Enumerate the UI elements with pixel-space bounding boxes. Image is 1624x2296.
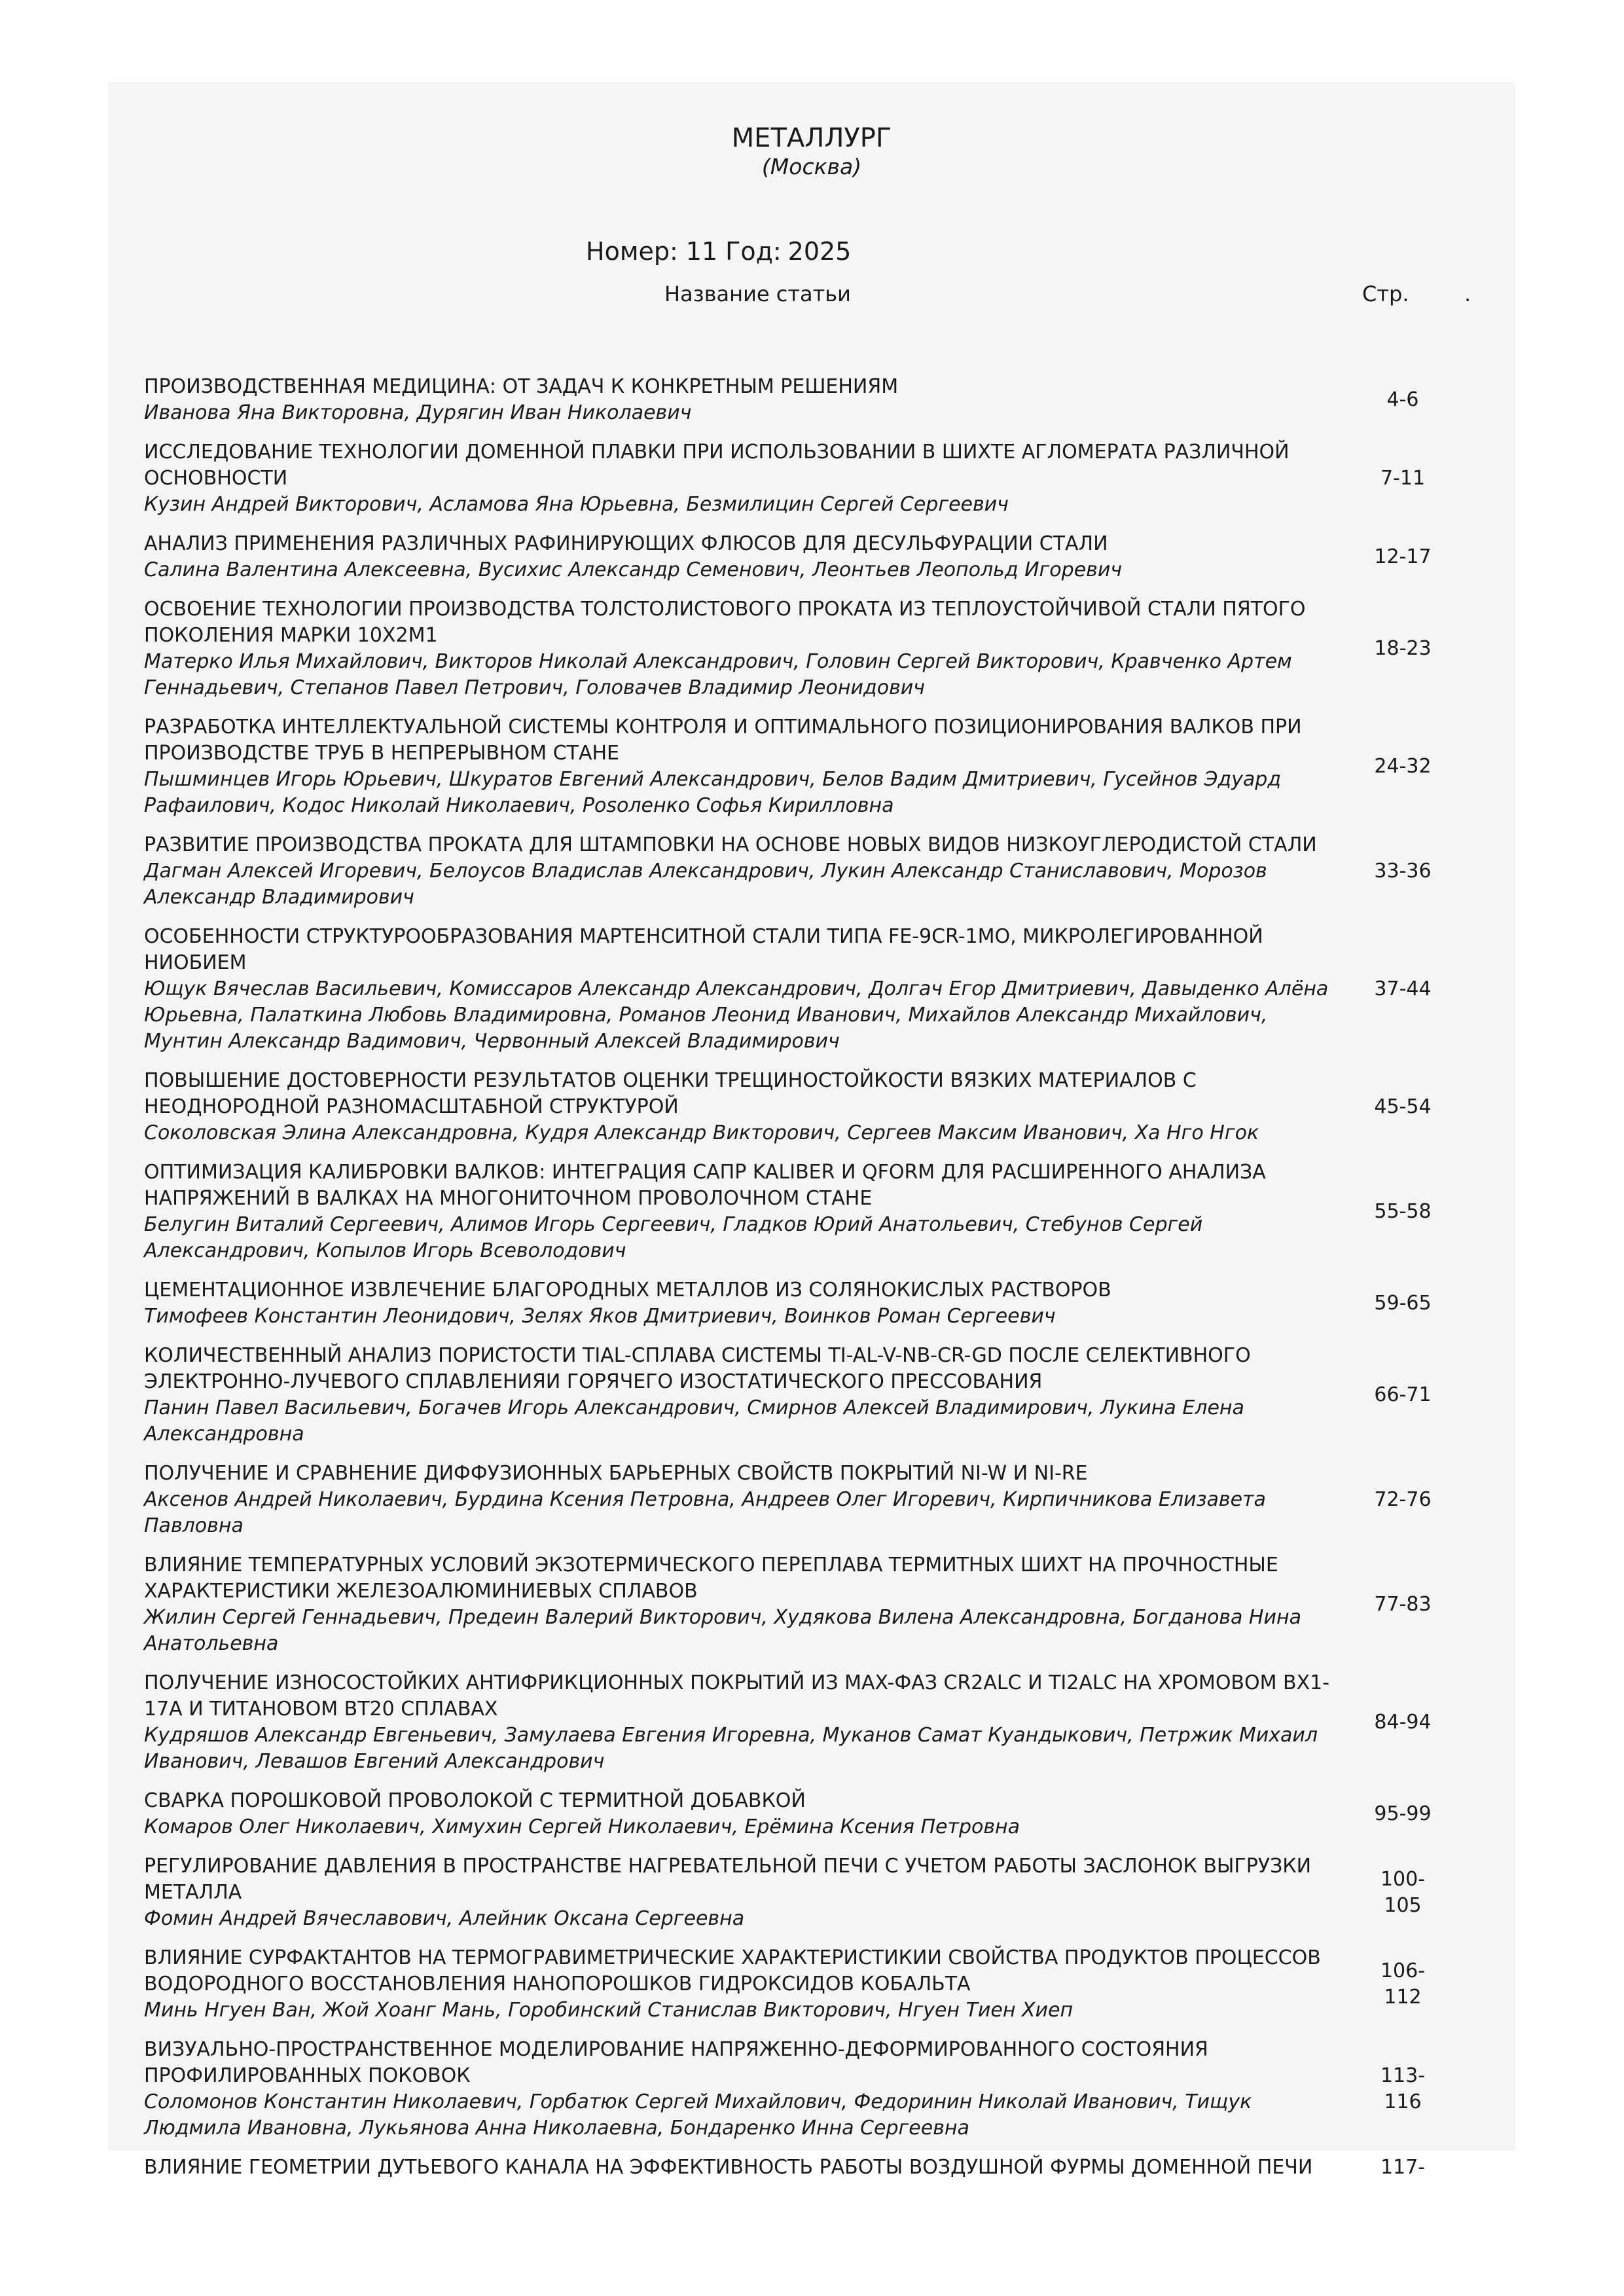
article-pages: 113- 116 <box>1380 2064 1426 2113</box>
journal-city: (Москва) <box>761 154 862 179</box>
article-authors: Соколовская Элина Александровна, Кудря Александр Викторович, Сергеев Максим Иванович, Ха Нго Нгок <box>144 1121 1259 1144</box>
article-title[interactable]: АНАЛИЗ ПРИМЕНЕНИЯ РАЗЛИЧНЫХ РАФИНИРУЮЩИХ ФЛЮСОВ ДЛЯ ДЕСУЛЬФУРАЦИИ СТАЛИ <box>144 532 1108 555</box>
article-authors: Пышминцев Игорь Юрьевич, Шкуратов Евгений Александрович, Белов Вадим Дмитриевич, Гусейнов Эдуард Рафаилович, Кодос Николай Николаевич, Рosоленко Софья Кирилловна <box>144 768 1282 817</box>
article-title[interactable]: РЕГУЛИРОВАНИЕ ДАВЛЕНИЯ В ПРОСТРАНСТВЕ НАГРЕВАТЕЛЬНОЙ ПЕЧИ С УЧЕТОМ РАБОТЫ ЗАСЛОНОК ВЫГРУЗКИ МЕТАЛЛА <box>144 1855 1312 1904</box>
article-title[interactable]: ВИЗУАЛЬНО-ПРОСТРАНСТВЕННОЕ МОДЕЛИРОВАНИЕ НАПРЯЖЕННО-ДЕФОРМИРОВАННОГО СОСТОЯНИЯ ПРОФИЛИРОВАННЫХ ПОКОВОК <box>144 2038 1208 2087</box>
article-authors: Соломонов Константин Николаевич, Горбатюк Сергей Михайлович, Федоринин Николай Иванович, Тищук Людмила Ивановна, Лукьянова Анна Николаевна, Бондаренко Инна Сергеевна <box>144 2090 1252 2140</box>
article-authors: Иванова Яна Викторовна, Дурягин Иван Николаевич <box>144 401 692 424</box>
article-text <box>144 714 1342 819</box>
article-pages: 106- 112 <box>1380 1959 1426 2009</box>
issue-line <box>586 236 851 266</box>
article-title[interactable]: ЦЕМЕНТАЦИОННОЕ ИЗВЛЕЧЕНИЕ БЛАГОРОДНЫХ МЕТАЛЛОВ ИЗ СОЛЯНОКИСЛЫХ РАСТВОРОВ <box>144 1279 1111 1302</box>
document-sheet <box>108 82 1515 2179</box>
article-text <box>144 374 1342 426</box>
article-text <box>144 439 1342 518</box>
article-entry <box>144 1159 1492 1264</box>
article-entry <box>144 1068 1492 1146</box>
article-pages: 45-54 <box>1374 1095 1432 1118</box>
article-text <box>144 924 1342 1055</box>
article-text <box>144 832 1342 911</box>
article-text <box>144 1343 1342 1448</box>
article-entry <box>144 1343 1492 1448</box>
article-title[interactable]: ПОЛУЧЕНИЕ ИЗНОСОСТОЙКИХ АНТИФРИКЦИОННЫХ ПОКРЫТИЙ ИЗ MAX-ФАЗ CR2ALC И TI2ALC НА ХРОМОВОМ ВХ1-17А И ТИТАНОВОМ ВТ20 СПЛАВАХ <box>144 1671 1330 1721</box>
article-text <box>144 1068 1342 1146</box>
article-text <box>144 1552 1342 1657</box>
article-authors: Жилин Сергей Геннадьевич, Предеин Валерий Викторович, Худякова Вилена Александровна, Богданова Нина Анатольевна <box>144 1606 1301 1655</box>
article-pages: 59-65 <box>1374 1292 1432 1315</box>
article-entry <box>144 1853 1492 1932</box>
issue-number: 11 <box>685 237 718 266</box>
issue-year: 2025 <box>787 237 852 266</box>
article-authors: Минь Нгуен Ван, Жой Хоанг Мань, Горобинский Станислав Викторович, Нгуен Тиен Хиеп <box>144 1999 1074 2022</box>
article-text <box>144 1461 1342 1539</box>
article-text <box>144 1788 1342 1840</box>
article-text <box>144 1277 1342 1330</box>
article-pages: 55-58 <box>1374 1200 1432 1223</box>
article-text <box>144 531 1342 583</box>
article-title[interactable]: ОСОБЕННОСТИ СТРУКТУРООБРАЗОВАНИЯ МАРТЕНСИТНОЙ СТАЛИ ТИПА FE-9CR-1MO, МИКРОЛЕГИРОВАННОЙ НИОБИЕМ <box>144 925 1263 974</box>
article-pages: 7-11 <box>1380 467 1426 490</box>
article-authors: Фомин Андрей Вячеславович, Алейник Оксана Сергеевна <box>144 1907 745 1930</box>
article-pages: 24-32 <box>1374 755 1432 778</box>
article-pages: 37-44 <box>1374 977 1432 1000</box>
article-entry <box>144 714 1492 819</box>
article-authors: Салина Валентина Алексеевна, Вусихис Александр Семенович, Леонтьев Леопольд Игоревич <box>144 558 1123 581</box>
article-entry <box>144 439 1492 518</box>
article-text <box>144 1670 1342 1775</box>
article-entry <box>144 1461 1492 1539</box>
article-title[interactable]: РАЗРАБОТКА ИНТЕЛЛЕКТУАЛЬНОЙ СИСТЕМЫ КОНТРОЛЯ И ОПТИМАЛЬНОГО ПОЗИЦИОНИРОВАНИЯ ВАЛКОВ ПРИ ПРОИЗВОДСТВЕ ТРУБ В НЕПРЕРЫВНОМ СТАНЕ <box>144 716 1302 765</box>
article-title[interactable]: РАЗВИТИЕ ПРОИЗВОДСТВА ПРОКАТА ДЛЯ ШТАМПОВКИ НА ОСНОВЕ НОВЫХ ВИДОВ НИЗКОУГЛЕРОДИСТОЙ СТАЛИ <box>144 833 1317 856</box>
article-text <box>144 596 1342 701</box>
article-title[interactable]: ОПТИМИЗАЦИЯ КАЛИБРОВКИ ВАЛКОВ: ИНТЕГРАЦИЯ САПР KALIBER И QFORM ДЛЯ РАСШИРЕННОГО АНАЛИЗА НАПРЯЖЕНИЙ В ВАЛКАХ НА МНОГОНИТОЧНОМ ПРОВОЛОЧНОМ СТАНЕ <box>144 1161 1266 1210</box>
article-authors: Кузин Андрей Викторович, Асламова Яна Юрьевна, Безмилицин Сергей Сергеевич <box>144 493 1009 516</box>
article-text <box>144 2037 1342 2141</box>
article-pages: 66-71 <box>1374 1383 1432 1406</box>
article-entry <box>144 1788 1492 1840</box>
article-authors: Дагман Алексей Игоревич, Белоусов Владислав Александрович, Лукин Александр Станиславович, Морозов Александр Владимирович <box>144 860 1267 909</box>
article-entry <box>144 2155 1492 2181</box>
article-entry <box>144 1277 1492 1330</box>
article-title[interactable]: КОЛИЧЕСТВЕННЫЙ АНАЛИЗ ПОРИСТОСТИ TIAL-СПЛАВА СИСТЕМЫ TI-AL-V-NB-CR-GD ПОСЛЕ СЕЛЕКТИВНОГО ЭЛЕКТРОННО-ЛУЧЕВОГО СПЛАВЛЕНИЯИ ГОРЯЧЕГО ИЗОСТАТИЧЕСКОГО ПРЕССОВАНИЯ <box>144 1344 1251 1393</box>
article-pages: 84-94 <box>1374 1711 1432 1734</box>
column-header-dot: . <box>1464 282 1471 306</box>
issue-year-label: Год: <box>725 237 782 266</box>
article-authors: Белугин Виталий Сергеевич, Алимов Игорь Сергеевич, Гладков Юрий Анатольевич, Стебунов Сергей Александрович, Копылов Игорь Всеволодович <box>144 1213 1203 1262</box>
article-title[interactable]: ПОЛУЧЕНИЕ И СРАВНЕНИЕ ДИФФУЗИОННЫХ БАРЬЕРНЫХ СВОЙСТВ ПОКРЫТИЙ NI-W И NI-RE <box>144 1462 1088 1485</box>
article-text <box>144 1945 1342 2024</box>
article-authors: Аксенов Андрей Николаевич, Бурдина Ксения Петровна, Андреев Олег Игоревич, Кирпичникова Елизавета Павловна <box>144 1488 1266 1537</box>
article-entry <box>144 832 1492 911</box>
article-title[interactable]: ВЛИЯНИЕ ТЕМПЕРАТУРНЫХ УСЛОВИЙ ЭКЗОТЕРМИЧЕСКОГО ПЕРЕПЛАВА ТЕРМИТНЫХ ШИХТ НА ПРОЧНОСТНЫЕ ХАРАКТЕРИСТИКИ ЖЕЛЕЗОАЛЮМИНИЕВЫХ СПЛАВОВ <box>144 1554 1278 1603</box>
article-pages: 100- 105 <box>1380 1868 1426 1917</box>
article-title[interactable]: СВАРКА ПОРОШКОВОЙ ПРОВОЛОКОЙ С ТЕРМИТНОЙ ДОБАВКОЙ <box>144 1789 806 1812</box>
article-title[interactable]: ПРОИЗВОДСТВЕННАЯ МЕДИЦИНА: ОТ ЗАДАЧ К КОНКРЕТНЫМ РЕШЕНИЯМ <box>144 375 899 398</box>
article-entry <box>144 531 1492 583</box>
article-pages: 33-36 <box>1374 860 1432 883</box>
article-authors: Кудряшов Александр Евгеньевич, Замулаева Евгения Игоревна, Муканов Самат Куандыкович, Петржик Михаил Иванович, Левашов Евгений Александрович <box>144 1724 1318 1773</box>
journal-title: МЕТАЛЛУРГ <box>731 123 892 153</box>
article-text <box>144 2155 1342 2181</box>
article-entry <box>144 1945 1492 2024</box>
article-entry <box>144 374 1492 426</box>
table-of-contents <box>144 374 1492 2194</box>
article-pages: 95-99 <box>1374 1802 1432 1825</box>
article-title[interactable]: ИССЛЕДОВАНИЕ ТЕХНОЛОГИИ ДОМЕННОЙ ПЛАВКИ ПРИ ИСПОЛЬЗОВАНИИ В ШИХТЕ АГЛОМЕРАТА РАЗЛИЧНОЙ ОСНОВНОСТИ <box>144 441 1290 490</box>
article-authors: Ющук Вячеслав Васильевич, Комиссаров Александр Александрович, Долгач Егор Дмитриевич, Давыденко Алёна Юрьевна, Палаткина Любовь Владимировна, Романов Леонид Иванович, Михайлов Александр Михайлович, Мунтин Александр Вадимович, Червонный Алексей Владимирович <box>144 977 1329 1053</box>
article-title[interactable]: ВЛИЯНИЕ ГЕОМЕТРИИ ДУТЬЕВОГО КАНАЛА НА ЭФФЕКТИВНОСТЬ РАБОТЫ ВОЗДУШНОЙ ФУРМЫ ДОМЕННОЙ ПЕЧИ <box>144 2156 1313 2179</box>
article-pages: 117- <box>1380 2156 1426 2179</box>
article-authors: Панин Павел Васильевич, Богачев Игорь Александрович, Смирнов Алексей Владимирович, Лукина Елена Александровна <box>144 1396 1244 1446</box>
article-entry <box>144 2037 1492 2141</box>
article-pages: 77-83 <box>1374 1593 1432 1616</box>
article-pages: 18-23 <box>1374 637 1432 660</box>
article-title[interactable]: ВЛИЯНИЕ СУРФАКТАНТОВ НА ТЕРМОГРАВИМЕТРИЧЕСКИЕ ХАРАКТЕРИСТИКИИ СВОЙСТВА ПРОДУКТОВ ПРОЦЕССОВ ВОДОРОДНОГО ВОССТАНОВЛЕНИЯ НАНОПОРОШКОВ ГИДРОКСИДОВ КОБАЛЬТА <box>144 1946 1321 1995</box>
article-text <box>144 1159 1342 1264</box>
column-header-pages: Стр. <box>1362 282 1409 306</box>
article-entry <box>144 1670 1492 1775</box>
article-pages: 4-6 <box>1386 388 1419 411</box>
article-title[interactable]: ОСВОЕНИЕ ТЕХНОЛОГИИ ПРОИЗВОДСТВА ТОЛСТОЛИСТОВОГО ПРОКАТА ИЗ ТЕПЛОУСТОЙЧИВОЙ СТАЛИ ПЯТОГО ПОКОЛЕНИЯ МАРКИ 10Х2М1 <box>144 598 1306 647</box>
issue-number-label: Номер: <box>586 237 678 266</box>
article-text <box>144 1853 1342 1932</box>
column-header-title: Название статьи <box>664 282 851 306</box>
article-title[interactable]: ПОВЫШЕНИЕ ДОСТОВЕРНОСТИ РЕЗУЛЬТАТОВ ОЦЕНКИ ТРЕЩИНОСТОЙКОСТИ ВЯЗКИХ МАТЕРИАЛОВ С НЕОДНОРОДНОЙ РАЗНОМАСШТАБНОЙ СТРУКТУРОЙ <box>144 1069 1197 1118</box>
article-entry <box>144 596 1492 701</box>
article-entry <box>144 1552 1492 1657</box>
article-authors: Тимофеев Константин Леонидович, Зелях Яков Дмитриевич, Воинков Роман Сергеевич <box>144 1305 1056 1328</box>
article-entry <box>144 924 1492 1055</box>
article-authors: Матерко Илья Михайлович, Викторов Николай Александрович, Головин Сергей Викторович, Кравченко Артем Геннадьевич, Степанов Павел Петрович, Головачев Владимир Леонидович <box>144 650 1292 699</box>
article-pages: 12-17 <box>1374 545 1432 568</box>
article-pages: 72-76 <box>1374 1488 1432 1511</box>
article-authors: Комаров Олег Николаевич, Химухин Сергей Николаевич, Ерёмина Ксения Петровна <box>144 1815 1020 1838</box>
